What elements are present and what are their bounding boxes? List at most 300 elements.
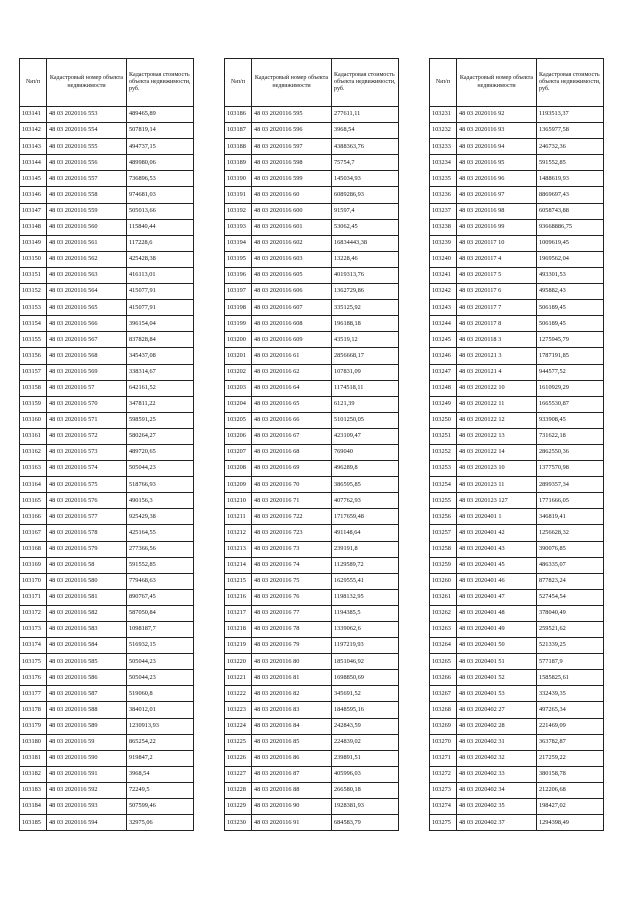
row-number: 103173 [20, 622, 47, 638]
cadastral-cost: 505013,66 [127, 203, 194, 219]
row-number: 103249 [430, 396, 457, 412]
table-row [430, 750, 604, 766]
row-number: 103157 [20, 364, 47, 380]
table-row [430, 686, 604, 702]
row-number: 103211 [225, 509, 252, 525]
cadastral-number: 48 03 2020122 12 [457, 412, 537, 428]
cadastral-cost: 580264,27 [127, 428, 194, 444]
row-number: 103257 [430, 525, 457, 541]
row-number: 103169 [20, 557, 47, 573]
row-number: 103262 [430, 605, 457, 621]
table-row [225, 622, 399, 638]
table-row [430, 412, 604, 428]
cadastral-number: 48 03 2020116 99 [457, 219, 537, 235]
cadastral-cost: 8869697,43 [537, 187, 604, 203]
cadastral-number: 48 03 2020116 71 [252, 493, 332, 509]
cadastral-cost: 416113,01 [127, 267, 194, 283]
row-number: 103268 [430, 702, 457, 718]
table-row [225, 734, 399, 750]
row-number: 103199 [225, 316, 252, 332]
cadastral-number: 48 03 2020122 13 [457, 428, 537, 444]
cadastral-cost: 75754,7 [332, 155, 399, 171]
table-row [225, 477, 399, 493]
row-number: 103195 [225, 251, 252, 267]
cadastral-cost: 1771666,05 [537, 493, 604, 509]
cadastral-number: 48 03 2020116 74 [252, 557, 332, 573]
row-number: 103210 [225, 493, 252, 509]
table-row [225, 525, 399, 541]
cadastral-cost: 919847,2 [127, 750, 194, 766]
table-row [225, 605, 399, 621]
cadastral-number: 48 03 2020116 589 [47, 718, 127, 734]
table-row [430, 123, 604, 139]
cadastral-cost: 1488619,93 [537, 171, 604, 187]
row-number: 103191 [225, 187, 252, 203]
cadastral-cost: 332439,35 [537, 686, 604, 702]
cadastral-cost: 1629555,41 [332, 573, 399, 589]
cadastral-cost: 837828,84 [127, 332, 194, 348]
row-number: 103251 [430, 428, 457, 444]
table-row [430, 380, 604, 396]
table-row [430, 605, 604, 621]
cadastral-number: 48 03 2020116 575 [47, 477, 127, 493]
cadastral-number: 48 03 2020116 84 [252, 718, 332, 734]
cadastral-cost: 519060,8 [127, 686, 194, 702]
cadastral-number: 48 03 2020116 598 [252, 155, 332, 171]
table-row [20, 638, 194, 654]
row-number: 103223 [225, 702, 252, 718]
row-number: 103244 [430, 316, 457, 332]
table-row [430, 284, 604, 300]
row-number: 103197 [225, 284, 252, 300]
row-number: 103200 [225, 332, 252, 348]
table-row [225, 332, 399, 348]
cadastral-cost: 1009619,45 [537, 235, 604, 251]
row-number: 103163 [20, 461, 47, 477]
cadastral-cost: 1365977,58 [537, 123, 604, 139]
cadastral-cost: 72249,5 [127, 782, 194, 798]
row-number: 103153 [20, 300, 47, 316]
cadastral-number: 48 03 2020116 96 [457, 171, 537, 187]
table-row [20, 557, 194, 573]
row-number: 103180 [20, 734, 47, 750]
cadastral-cost: 1928381,93 [332, 799, 399, 815]
cadastral-cost: 506189,45 [537, 300, 604, 316]
cadastral-number: 48 03 2020116 562 [47, 251, 127, 267]
cadastral-cost: 505044,23 [127, 654, 194, 670]
row-number: 103168 [20, 541, 47, 557]
row-number: 103164 [20, 477, 47, 493]
table-row [20, 316, 194, 332]
table-row [430, 815, 604, 831]
cadastral-number: 48 03 2020116 97 [457, 187, 537, 203]
cadastral-cost: 217259,22 [537, 750, 604, 766]
cadastral-cost: 642161,52 [127, 380, 194, 396]
table-row [20, 123, 194, 139]
table-row [20, 444, 194, 460]
cadastral-number: 48 03 2020116 560 [47, 219, 127, 235]
header-cadastral-number: Кадастровый номер объекта недвижимости [457, 59, 537, 107]
row-number: 103227 [225, 766, 252, 782]
row-number: 103150 [20, 251, 47, 267]
row-number: 103149 [20, 235, 47, 251]
cadastral-cost: 415077,91 [127, 300, 194, 316]
cadastral-cost: 277611,11 [332, 107, 399, 123]
table-row [20, 750, 194, 766]
row-number: 103246 [430, 348, 457, 364]
table-row [225, 235, 399, 251]
table-row [225, 493, 399, 509]
cadastral-number: 48 03 2020116 98 [457, 203, 537, 219]
row-number: 103222 [225, 686, 252, 702]
header-num: №п/п [225, 59, 252, 107]
row-number: 103179 [20, 718, 47, 734]
row-number: 103264 [430, 638, 457, 654]
table-row [20, 171, 194, 187]
cadastral-cost: 221469,09 [537, 718, 604, 734]
cadastral-number: 48 03 2020116 603 [252, 251, 332, 267]
table-row [430, 670, 604, 686]
row-number: 103252 [430, 444, 457, 460]
cadastral-number: 48 03 2020118 3 [457, 332, 537, 348]
table-row [20, 766, 194, 782]
cadastral-number: 48 03 2020116 593 [47, 799, 127, 815]
table-row [225, 799, 399, 815]
cadastral-number: 48 03 2020117 8 [457, 316, 537, 332]
cadastral-number: 48 03 2020116 722 [252, 509, 332, 525]
row-number: 103235 [430, 171, 457, 187]
cadastral-number: 48 03 2020116 83 [252, 702, 332, 718]
cadastral-cost: 1339062,6 [332, 622, 399, 638]
cadastral-cost: 1129589,72 [332, 557, 399, 573]
row-number: 103228 [225, 782, 252, 798]
cadastral-cost: 865254,22 [127, 734, 194, 750]
row-number: 103233 [430, 139, 457, 155]
cadastral-number: 48 03 2020122 14 [457, 444, 537, 460]
table-row [225, 380, 399, 396]
table-row [430, 718, 604, 734]
row-number: 103215 [225, 573, 252, 589]
cadastral-cost: 518766,93 [127, 477, 194, 493]
cadastral-number: 48 03 2020116 57 [47, 380, 127, 396]
table-header-row [225, 59, 399, 107]
cadastral-table-col-3 [429, 58, 604, 831]
cadastral-cost: 591552,85 [127, 557, 194, 573]
cadastral-number: 48 03 2020116 606 [252, 284, 332, 300]
cadastral-cost: 1194385,5 [332, 605, 399, 621]
cadastral-cost: 1256628,32 [537, 525, 604, 541]
row-number: 103255 [430, 493, 457, 509]
cadastral-number: 48 03 2020117 7 [457, 300, 537, 316]
cadastral-number: 48 03 2020116 58 [47, 557, 127, 573]
table-row [225, 670, 399, 686]
table-row [20, 815, 194, 831]
table-row [430, 396, 604, 412]
cadastral-number: 48 03 2020401 43 [457, 541, 537, 557]
table-row [225, 316, 399, 332]
cadastral-number: 48 03 2020116 563 [47, 267, 127, 283]
row-number: 103229 [225, 799, 252, 815]
row-number: 103248 [430, 380, 457, 396]
cadastral-cost: 527454,54 [537, 589, 604, 605]
cadastral-number: 48 03 2020116 61 [252, 348, 332, 364]
row-number: 103205 [225, 412, 252, 428]
row-number: 103185 [20, 815, 47, 831]
cadastral-cost: 1585825,61 [537, 670, 604, 686]
header-num: №п/п [20, 59, 47, 107]
cadastral-cost: 1969562,04 [537, 251, 604, 267]
cadastral-cost: 6121,39 [332, 396, 399, 412]
table-row [430, 203, 604, 219]
cadastral-number: 48 03 2020122 10 [457, 380, 537, 396]
header-cadastral-cost: Кадастровая стоимость объекта недвижимости, руб. [127, 59, 194, 107]
cadastral-cost: 390076,85 [537, 541, 604, 557]
cadastral-number: 48 03 2020117 5 [457, 267, 537, 283]
row-number: 103241 [430, 267, 457, 283]
cadastral-number: 48 03 2020401 51 [457, 654, 537, 670]
cadastral-cost: 212206,68 [537, 782, 604, 798]
row-number: 103175 [20, 654, 47, 670]
cadastral-number: 48 03 2020402 37 [457, 815, 537, 831]
table-row [20, 364, 194, 380]
cadastral-cost: 506189,45 [537, 316, 604, 332]
row-number: 103216 [225, 589, 252, 605]
cadastral-cost: 378040,49 [537, 605, 604, 621]
cadastral-number: 48 03 2020401 1 [457, 509, 537, 525]
row-number: 103166 [20, 509, 47, 525]
cadastral-number: 48 03 2020401 46 [457, 573, 537, 589]
cadastral-number: 48 03 2020402 31 [457, 734, 537, 750]
row-number: 103231 [430, 107, 457, 123]
table-row [20, 605, 194, 621]
table-row [430, 316, 604, 332]
table-row [430, 332, 604, 348]
cadastral-cost: 277366,56 [127, 541, 194, 557]
table-row [430, 541, 604, 557]
cadastral-cost: 684583,79 [332, 815, 399, 831]
cadastral-number: 48 03 2020402 34 [457, 782, 537, 798]
row-number: 103218 [225, 622, 252, 638]
cadastral-number: 48 03 2020116 574 [47, 461, 127, 477]
row-number: 103194 [225, 235, 252, 251]
table-row [20, 428, 194, 444]
cadastral-number: 48 03 2020122 11 [457, 396, 537, 412]
cadastral-cost: 338314,67 [127, 364, 194, 380]
row-number: 103146 [20, 187, 47, 203]
row-number: 103217 [225, 605, 252, 621]
row-number: 103250 [430, 412, 457, 428]
cadastral-number: 48 03 2020116 565 [47, 300, 127, 316]
cadastral-number: 48 03 2020123 127 [457, 493, 537, 509]
row-number: 103181 [20, 750, 47, 766]
cadastral-cost: 505044,23 [127, 670, 194, 686]
table-row [430, 444, 604, 460]
row-number: 103240 [430, 251, 457, 267]
header-cadastral-cost: Кадастровая стоимость объекта недвижимости, руб. [332, 59, 399, 107]
row-number: 103220 [225, 654, 252, 670]
cadastral-table-col-1 [19, 58, 194, 831]
cadastral-number: 48 03 2020116 581 [47, 589, 127, 605]
table-row [430, 267, 604, 283]
cadastral-number: 48 03 2020116 573 [47, 444, 127, 460]
table-row [430, 557, 604, 573]
table-row [20, 541, 194, 557]
cadastral-number: 48 03 2020116 588 [47, 702, 127, 718]
table-row [430, 300, 604, 316]
cadastral-cost: 6089286,93 [332, 187, 399, 203]
cadastral-cost: 16834443,38 [332, 235, 399, 251]
cadastral-number: 48 03 2020117 6 [457, 284, 537, 300]
cadastral-cost: 196188,18 [332, 316, 399, 332]
cadastral-number: 48 03 2020116 600 [252, 203, 332, 219]
cadastral-cost: 2856668,17 [332, 348, 399, 364]
cadastral-cost: 779468,63 [127, 573, 194, 589]
row-number: 103152 [20, 284, 47, 300]
cadastral-cost: 598591,25 [127, 412, 194, 428]
row-number: 103271 [430, 750, 457, 766]
row-number: 103260 [430, 573, 457, 589]
table-row [430, 187, 604, 203]
cadastral-cost: 507819,14 [127, 123, 194, 139]
row-number: 103254 [430, 477, 457, 493]
cadastral-number: 48 03 2020116 69 [252, 461, 332, 477]
cadastral-number: 48 03 2020116 80 [252, 654, 332, 670]
table-row [225, 171, 399, 187]
row-number: 103214 [225, 557, 252, 573]
cadastral-number: 48 03 2020116 569 [47, 364, 127, 380]
table-row [20, 219, 194, 235]
cadastral-cost: 224839,02 [332, 734, 399, 750]
table-row [20, 718, 194, 734]
row-number: 103161 [20, 428, 47, 444]
cadastral-number: 48 03 2020116 587 [47, 686, 127, 702]
table-row [20, 203, 194, 219]
table-row [225, 573, 399, 589]
table-row [225, 155, 399, 171]
table-row [225, 428, 399, 444]
cadastral-cost: 494737,15 [127, 139, 194, 155]
table-row [225, 541, 399, 557]
cadastral-number: 48 03 2020116 594 [47, 815, 127, 831]
row-number: 103266 [430, 670, 457, 686]
cadastral-cost: 1362729,86 [332, 284, 399, 300]
row-number: 103204 [225, 396, 252, 412]
cadastral-cost: 1197219,93 [332, 638, 399, 654]
table-row [430, 428, 604, 444]
cadastral-cost: 347811,22 [127, 396, 194, 412]
cadastral-number: 48 03 2020116 88 [252, 782, 332, 798]
cadastral-number: 48 03 2020116 592 [47, 782, 127, 798]
cadastral-number: 48 03 2020116 555 [47, 139, 127, 155]
table-row [225, 815, 399, 831]
cadastral-cost: 1665530,87 [537, 396, 604, 412]
cadastral-number: 48 03 2020116 570 [47, 396, 127, 412]
table-row [430, 799, 604, 815]
row-number: 103176 [20, 670, 47, 686]
table-row [430, 348, 604, 364]
table-row [430, 461, 604, 477]
row-number: 103272 [430, 766, 457, 782]
cadastral-number: 48 03 2020116 577 [47, 509, 127, 525]
row-number: 103245 [430, 332, 457, 348]
row-number: 103270 [430, 734, 457, 750]
cadastral-number: 48 03 2020116 78 [252, 622, 332, 638]
cadastral-cost: 363782,87 [537, 734, 604, 750]
table-row [20, 461, 194, 477]
row-number: 103207 [225, 444, 252, 460]
table-row [430, 589, 604, 605]
cadastral-number: 48 03 2020116 584 [47, 638, 127, 654]
row-number: 103193 [225, 219, 252, 235]
cadastral-cost: 145034,93 [332, 171, 399, 187]
row-number: 103232 [430, 123, 457, 139]
table-row [20, 799, 194, 815]
cadastral-number: 48 03 2020401 42 [457, 525, 537, 541]
cadastral-cost: 384012,01 [127, 702, 194, 718]
cadastral-cost: 489465,89 [127, 107, 194, 123]
cadastral-cost: 266580,18 [332, 782, 399, 798]
row-number: 103258 [430, 541, 457, 557]
table-row [20, 139, 194, 155]
table-row [225, 412, 399, 428]
table-row [225, 654, 399, 670]
cadastral-number: 48 03 2020116 580 [47, 573, 127, 589]
row-number: 103177 [20, 686, 47, 702]
row-number: 103192 [225, 203, 252, 219]
table-row [20, 412, 194, 428]
header-cadastral-number: Кадастровый номер объекта недвижимости [252, 59, 332, 107]
table-row [225, 509, 399, 525]
cadastral-cost: 407762,93 [332, 493, 399, 509]
cadastral-cost: 493301,53 [537, 267, 604, 283]
cadastral-cost: 93668886,75 [537, 219, 604, 235]
cadastral-number: 48 03 2020116 583 [47, 622, 127, 638]
cadastral-number: 48 03 2020116 572 [47, 428, 127, 444]
cadastral-number: 48 03 2020116 87 [252, 766, 332, 782]
row-number: 103172 [20, 605, 47, 621]
cadastral-cost: 425428,38 [127, 251, 194, 267]
table-row [20, 332, 194, 348]
table-row [20, 284, 194, 300]
cadastral-number: 48 03 2020121 3 [457, 348, 537, 364]
row-number: 103186 [225, 107, 252, 123]
cadastral-number: 48 03 2020116 602 [252, 235, 332, 251]
row-number: 103174 [20, 638, 47, 654]
table-row [225, 203, 399, 219]
cadastral-number: 48 03 2020116 608 [252, 316, 332, 332]
table-row [225, 300, 399, 316]
cadastral-cost: 246732,36 [537, 139, 604, 155]
row-number: 103155 [20, 332, 47, 348]
table-row [20, 782, 194, 798]
table-row [20, 235, 194, 251]
cadastral-number: 48 03 2020401 50 [457, 638, 537, 654]
cadastral-cost: 877823,24 [537, 573, 604, 589]
cadastral-cost: 489980,06 [127, 155, 194, 171]
cadastral-number: 48 03 2020401 47 [457, 589, 537, 605]
row-number: 103267 [430, 686, 457, 702]
cadastral-cost: 1610929,29 [537, 380, 604, 396]
table-row [20, 477, 194, 493]
cadastral-number: 48 03 2020116 579 [47, 541, 127, 557]
row-number: 103243 [430, 300, 457, 316]
row-number: 103238 [430, 219, 457, 235]
cadastral-cost: 489720,65 [127, 444, 194, 460]
cadastral-cost: 32975,06 [127, 815, 194, 831]
cadastral-cost: 2862550,36 [537, 444, 604, 460]
row-number: 103269 [430, 718, 457, 734]
cadastral-number: 48 03 2020116 73 [252, 541, 332, 557]
